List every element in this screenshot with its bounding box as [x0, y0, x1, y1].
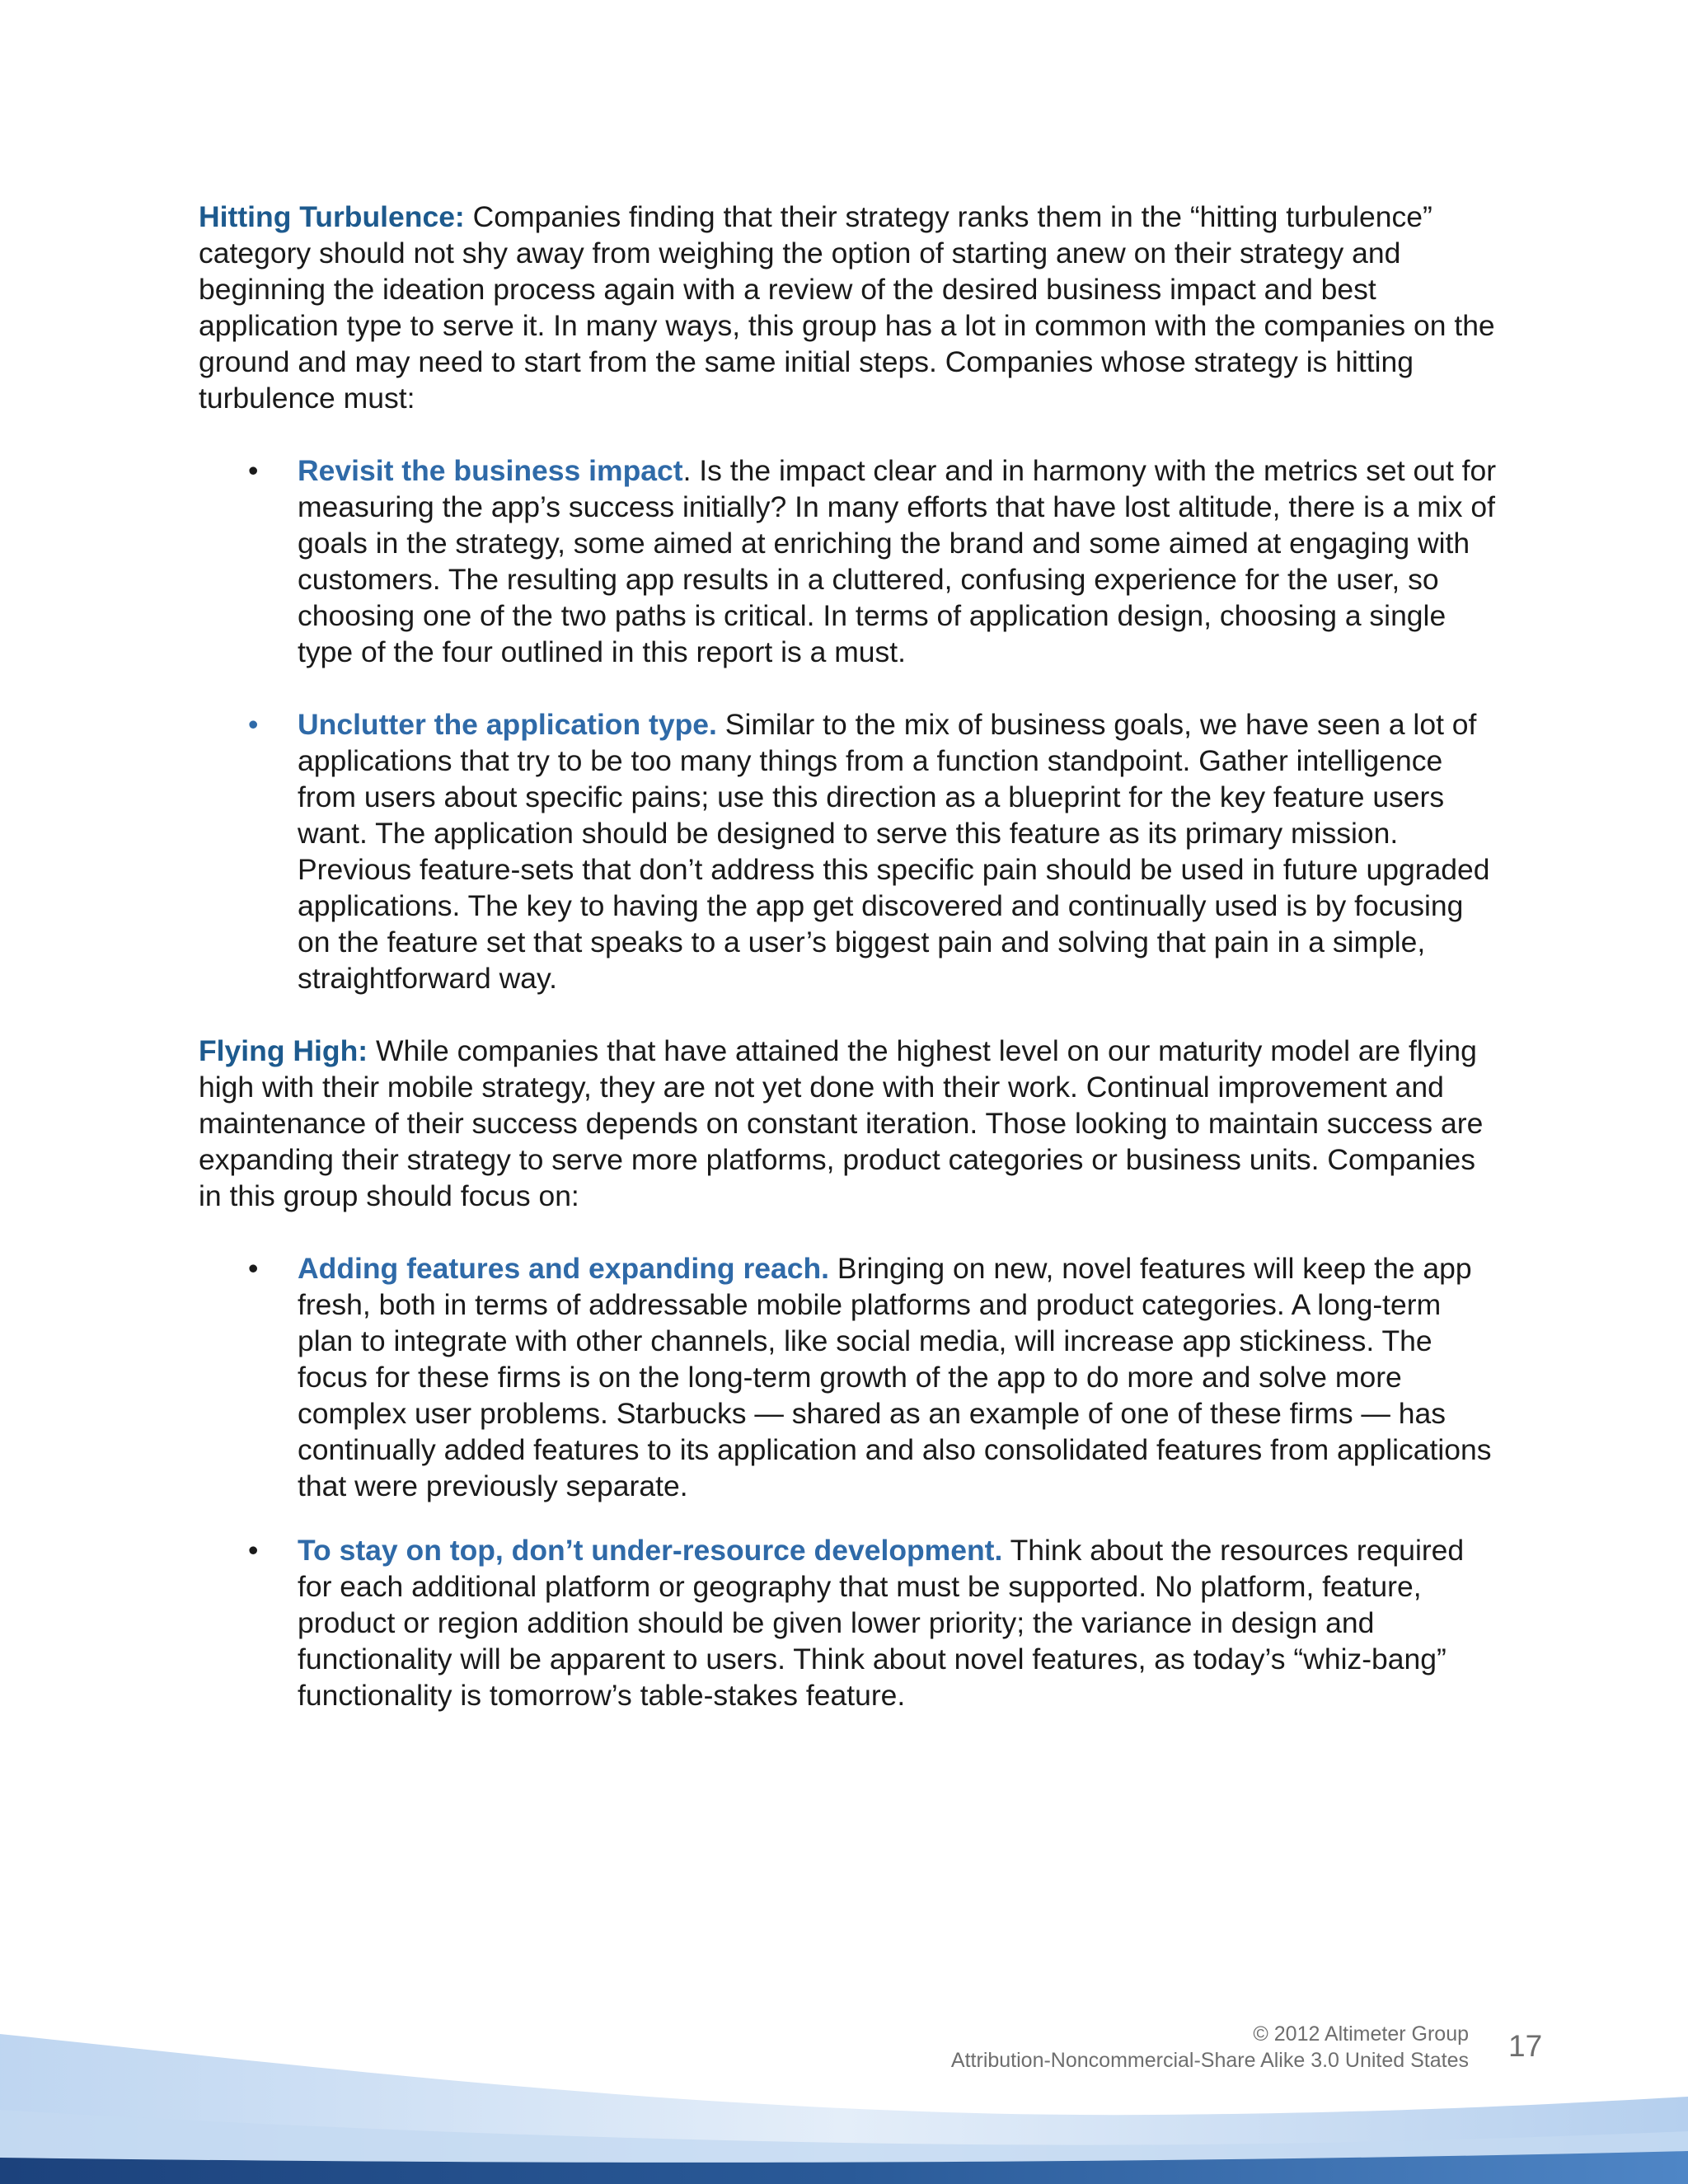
unclutter-application-type-heading: Unclutter the application type.	[298, 708, 717, 741]
hitting-turbulence-heading: Hitting Turbulence:	[199, 200, 465, 233]
list-item	[199, 1250, 1501, 1504]
flying-bullet-list	[199, 1250, 1501, 1713]
bullet-dot-icon: •	[248, 708, 259, 741]
bullet-dot-icon: •	[248, 1534, 259, 1567]
footer-credits	[951, 2021, 1469, 2074]
stay-on-top-heading: To stay on top, don’t under-resource development.	[298, 1534, 1003, 1567]
flying-high-paragraph	[199, 1033, 1501, 1214]
page-number: 17	[1508, 2029, 1543, 2063]
bullet-dot-icon: •	[248, 1252, 259, 1285]
list-item	[199, 1532, 1501, 1713]
hitting-turbulence-paragraph	[199, 199, 1501, 416]
flying-high-text: While companies that have attained the highest level on our maturity model are flying high with their mobile strategy, they are not yet done with their work. Continual improvement and maintenance of their success depends on constant iteration. Those looking to maintain success are expanding their strategy to serve more platforms, product categories or business units. Companies in this group should focus on:	[199, 1034, 1484, 1212]
revisit-business-impact-heading: Revisit the business impact	[298, 454, 683, 487]
flying-high-heading: Flying High:	[199, 1034, 368, 1067]
revisit-business-impact-text: . Is the impact clear and in harmony with the metrics set out for measuring the app’s success initially? In many efforts that have lost altitude, there is a mix of goals in the strategy, some aimed at enriching the brand and some aimed at engaging with customers. The resulting app results in a cluttered, confusing experience for the user, so choosing one of the two paths is critical. In terms of application design, choosing a single type of the four outlined in this report is a must.	[298, 454, 1497, 668]
adding-features-text: Bringing on new, novel features will keep the app fresh, both in terms of addressable mobile platforms and product categories. A long-term plan to integrate with other channels, like social media, will increase app stickiness. The focus for these firms is on the long-term growth of the app to do more and solve more complex user problems. Starbucks — shared as an example of one of these firms — has continually added features to its application and also consolidated features from applications that were previously separate.	[298, 1252, 1492, 1502]
stay-on-top-text: Think about the resources required for each additional platform or geography that must be supported. No platform, feature, product or region addition should be given lower priority; the variance in design and functionality will be apparent to users. Think about novel features, as today’s “whiz-bang” functionality is tomorrow’s table-stakes feature.	[298, 1534, 1465, 1712]
unclutter-application-type-text: Similar to the mix of business goals, we have seen a lot of applications that try to be too many things from a function standpoint. Gather intelligence from users about specific pains; use this direction as a blueprint for the key feature users want. The application should be designed to serve this feature as its primary mission. Previous feature-sets that don’t address this specific pain should be used in future upgraded applications. The key to having the app get discovered and continually used is by focusing on the feature set that speaks to a user’s biggest pain and solving that pain in a simple, straightforward way.	[298, 708, 1490, 995]
copyright-text: © 2012 Altimeter Group	[1253, 2022, 1469, 2046]
adding-features-heading: Adding features and expanding reach.	[298, 1252, 830, 1285]
hitting-turbulence-text: Companies finding that their strategy ranks them in the “hitting turbulence” category should not shy away from weighing the option of starting anew on their strategy and beginning the ideation process again with a review of the desired business impact and best application type to serve it. In many ways, this group has a lot in common with the companies on the ground and may need to start from the same initial steps. Companies whose strategy is hitting turbulence must:	[199, 200, 1495, 415]
bullet-dot-icon: •	[248, 454, 259, 487]
list-item	[199, 706, 1501, 996]
page-content	[199, 199, 1501, 1713]
list-item	[199, 452, 1501, 670]
turbulence-bullet-list	[199, 452, 1501, 996]
license-text: Attribution-Noncommercial-Share Alike 3.0 United States	[950, 2049, 1469, 2072]
